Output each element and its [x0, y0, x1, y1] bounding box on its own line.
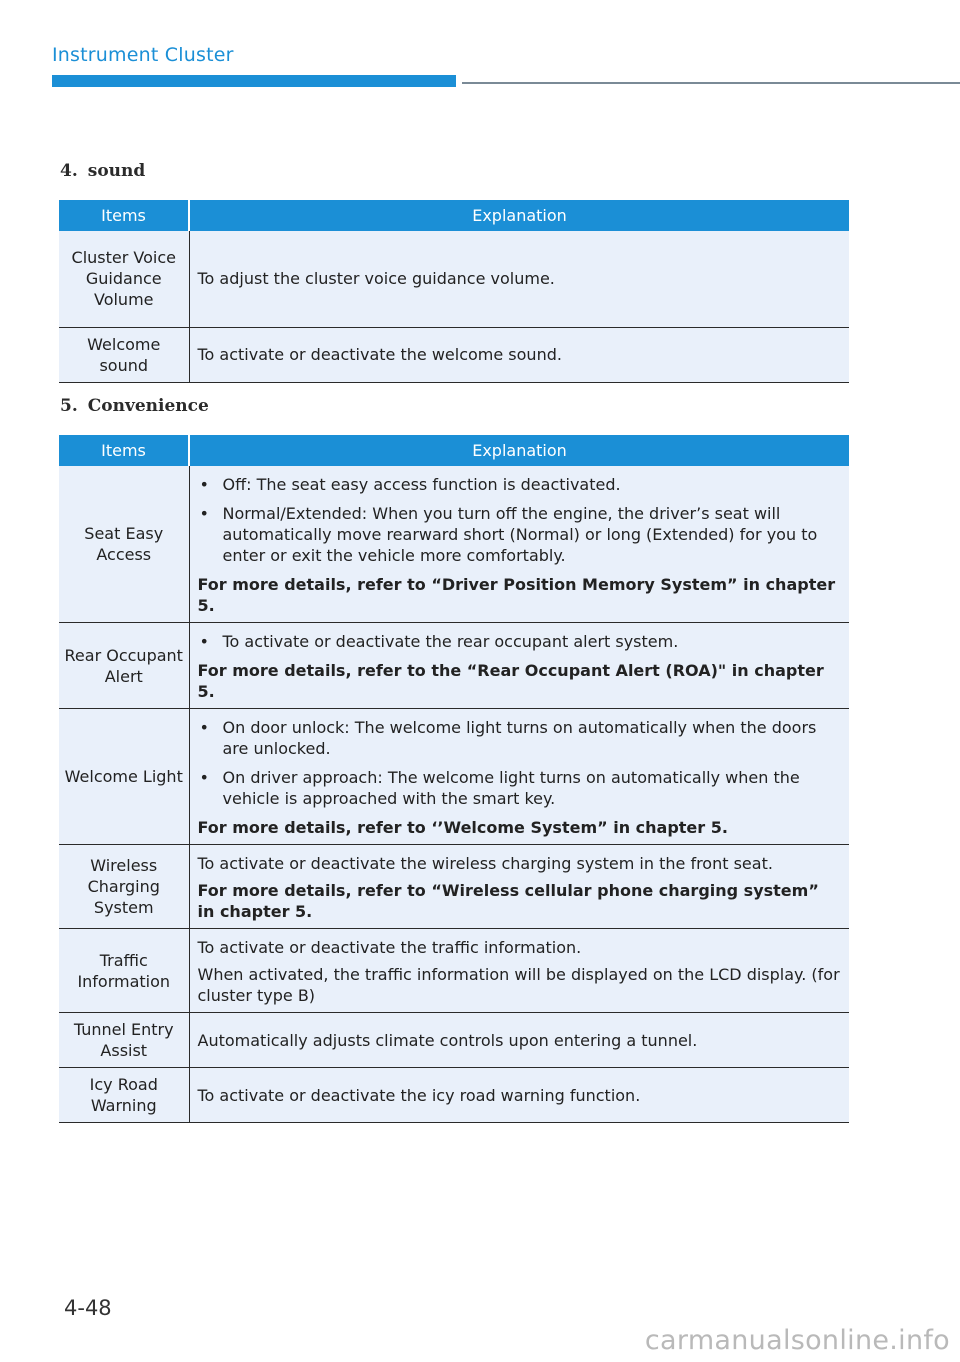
bullet-item: • On driver approach: The welcome light turns on automatically when the vehicle is approached with the smart key. [199, 768, 800, 808]
item-cell: Wireless Charging System [59, 845, 189, 929]
reference-note: For more details, refer to “Driver Position Memory System” in chapter 5. [197, 575, 836, 615]
column-header-items: Items [59, 435, 189, 466]
explanation-cell [189, 929, 849, 1013]
bullet-icon: • [199, 632, 209, 651]
section-number: 4. [60, 161, 78, 181]
bullet-icon: • [199, 768, 209, 787]
header-accent-bar [52, 75, 456, 87]
column-header-items: Items [59, 200, 189, 231]
table-row [59, 709, 849, 845]
item-cell: Tunnel Entry Assist [59, 1013, 189, 1068]
table-row [59, 845, 849, 929]
explanation-text: To activate or deactivate the traffic information. [197, 938, 582, 957]
explanation-text: To activate or deactivate the wireless charging system in the front seat. [197, 854, 773, 873]
convenience-table [59, 435, 849, 1123]
bullet-item: • Off: The seat easy access function is deactivated. [199, 475, 621, 494]
explanation-cell [189, 845, 849, 929]
section-heading-convenience [60, 396, 209, 416]
item-cell: Rear Occupant Alert [59, 623, 189, 709]
table-header-row [59, 200, 849, 231]
reference-note: For more details, refer to ‘’Welcome System” in chapter 5. [197, 818, 728, 837]
section-number: 5. [60, 396, 78, 416]
bullet-item: • To activate or deactivate the rear occupant alert system. [199, 632, 679, 651]
explanation-text: When activated, the traffic information will be displayed on the LCD display. (for cluster type B) [197, 965, 840, 1005]
table-row [59, 327, 849, 382]
explanation-cell: To activate or deactivate the welcome sound. [189, 327, 849, 382]
item-cell: Cluster Voice Guidance Volume [59, 231, 189, 327]
table-row [59, 231, 849, 327]
section-heading-sound [60, 161, 145, 181]
watermark: carmanualsonline.info [644, 1325, 950, 1356]
table-row [59, 1068, 849, 1123]
bullet-icon: • [199, 718, 209, 737]
item-cell: Icy Road Warning [59, 1068, 189, 1123]
header-rule [462, 82, 960, 84]
reference-note: For more details, refer to the “Rear Occupant Alert (ROA)" in chapter 5. [197, 661, 824, 701]
column-header-explanation: Explanation [189, 200, 849, 231]
table-row [59, 623, 849, 709]
bullet-icon: • [199, 475, 209, 494]
explanation-cell: Automatically adjusts climate controls upon entering a tunnel. [189, 1013, 849, 1068]
item-cell: Welcome Light [59, 709, 189, 845]
page-number: 4-48 [64, 1296, 112, 1320]
table-row [59, 929, 849, 1013]
chapter-title: Instrument Cluster [52, 44, 234, 66]
table-header-row [59, 435, 849, 466]
table-row [59, 1013, 849, 1068]
section-title: Convenience [87, 396, 209, 416]
bullet-icon: • [199, 504, 209, 523]
item-cell: Seat Easy Access [59, 466, 189, 623]
bullet-item: • Normal/Extended: When you turn off the engine, the driver’s seat will automatically move rearward short (Normal) or long (Extended) for you to enter or exit the vehicle more comfortably. [199, 504, 818, 565]
section-title: sound [87, 161, 146, 181]
table-row [59, 466, 849, 623]
explanation-cell [189, 623, 849, 709]
explanation-cell [189, 709, 849, 845]
explanation-cell: To activate or deactivate the icy road warning function. [189, 1068, 849, 1123]
item-cell: Welcome sound [59, 327, 189, 382]
column-header-explanation: Explanation [189, 435, 849, 466]
sound-table [59, 200, 849, 383]
reference-note: For more details, refer to “Wireless cellular phone charging system” in chapter 5. [197, 881, 819, 921]
explanation-cell: To adjust the cluster voice guidance volume. [189, 231, 849, 327]
explanation-cell [189, 466, 849, 623]
item-cell: Traffic Information [59, 929, 189, 1013]
bullet-item: • On door unlock: The welcome light turns on automatically when the doors are unlocked. [199, 718, 817, 758]
